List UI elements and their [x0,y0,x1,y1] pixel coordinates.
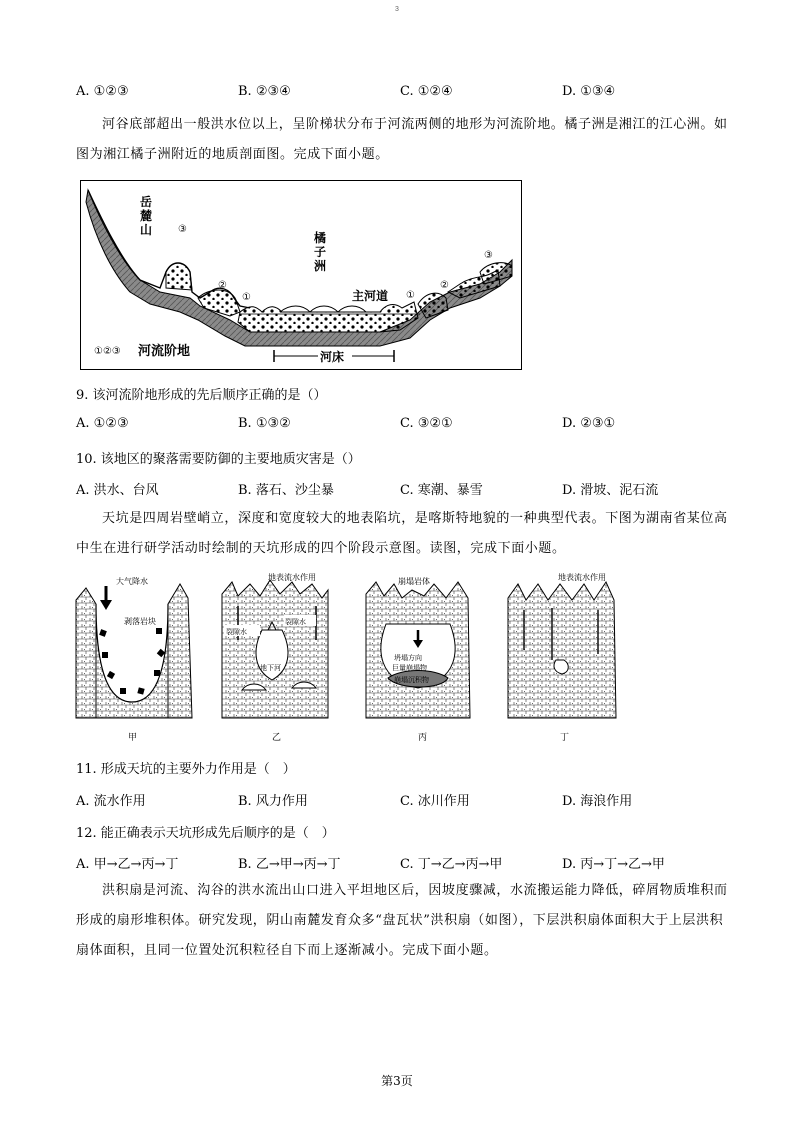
label-main-channel: 主河道 [352,289,389,303]
q11-option-a: A. 流水作用 [76,794,146,809]
q9-stem: 9. 该河流阶地形成的先后顺序正确的是（） [76,388,327,403]
label-mountain: 岳 [140,195,153,209]
panel-label-bing: 丙 [418,733,428,742]
panel-bing [366,576,470,742]
yi-river-label: 地下河 [260,664,281,672]
panel-yi [222,572,328,742]
label-left-3: ③ [178,224,187,235]
q10-option-a: A. 洪水、台风 [76,483,159,498]
q8-option-a: A. ①②③ [76,84,129,99]
intro-fan: 洪积扇是河流、沟谷的洪水流出山口进入平坦地区后，因坡度骤减，水流搬运能力降低，碎屑物质堆积而形成的扇形堆积体。研究发现，阴山南麓发育众多“盘瓦状”洪积扇（如图），下层洪积扇体面积大于上层洪积扇体面积，且同一位置处沉积粒径自下而上逐渐减小。完成下面小题。 [76,883,728,958]
label-left-1: ① [242,292,251,303]
panel-ding [508,572,616,742]
q11-option-b: B. 风力作用 [238,794,308,809]
page-mark: 3 [395,6,399,13]
label-right-1: ① [406,290,415,301]
svg-text:麓山: 麓山 [140,209,153,237]
q12-option-c: C. 丁→乙→丙→甲 [400,857,503,872]
svg-text:洲: 洲 [314,259,327,273]
q8-option-d: D. ①③④ [562,84,616,99]
q11-stem: 11. 形成天坑的主要外力作用是（ ） [76,762,296,777]
q12-option-d: D. 丙→丁→乙→甲 [562,857,665,872]
label-island: 橘 [314,231,327,245]
panel-label-jia: 甲 [128,733,138,742]
q10-option-b: B. 落石、沙尘暴 [238,483,334,498]
q12-option-a: A. 甲→乙→丙→丁 [76,857,179,872]
intro-terrace: 河谷底部超出一般洪水位以上，呈阶梯状分布于河流两侧的地形为河流阶地。橘子洲是湘江的江心洲。如图为湘江橘子洲附近的地质剖面图。完成下面小题。 [76,117,728,162]
bing-collapse-label: 崩塌岩体 [398,577,430,586]
q9-option-a: A. ①②③ [76,416,129,431]
ding-flow-label: 地表流水作用 [558,573,606,582]
q8-option-b: B. ②③④ [238,84,291,99]
label-right-2: ② [440,280,449,291]
panel-label-ding: 丁 [560,733,570,742]
bing-deposit-label: 崩塌沉积物 [394,676,429,684]
panel-label-yi: 乙 [272,733,282,742]
q9-option-d: D. ②③① [562,416,616,431]
jia-rain-label: 大气降水 [116,577,148,586]
q10-stem: 10. 该地区的聚落需要防御的主要地质灾害是（） [76,452,361,467]
label-right-3: ③ [484,250,493,261]
q11-option-d: D. 海浪作用 [562,794,633,809]
svg-text:子: 子 [314,245,327,259]
label-left-2: ② [218,280,227,291]
legend-text: 河流阶地 [138,344,191,359]
terrace-profile-figure [80,180,522,370]
q12-option-b: B. 乙→甲→丙→丁 [238,857,341,872]
jia-blocks-label: 剥落岩块 [124,617,156,626]
q12-stem: 12. 能正确表示天坑形成先后顺序的是（ ） [76,826,335,841]
intro-tiankeng: 天坑是四周岩壁峭立，深度和宽度较大的地表陷坑，是喀斯特地貌的一种典型代表。下图为湖南省某位高中生在进行研学活动时绘制的天坑形成的四个阶段示意图。读图，完成下面小题。 [76,511,728,556]
page-footer: 第3页 [381,1074,413,1088]
label-riverbed: 河床 [320,350,345,364]
q11-option-c: C. 冰川作用 [400,794,470,809]
bing-giant-label: 巨量崩塌物 [392,664,427,672]
legend-marks: ①②③ [94,346,121,357]
tiankeng-stages-figure [72,570,632,742]
yi-crack-left-label: 裂隙水 [226,628,247,636]
panel-jia [76,576,192,742]
q9-option-c: C. ③②① [400,416,453,431]
q10-option-c: C. 寒潮、暴雪 [400,483,483,498]
bing-direction-label: 坍塌方向 [394,654,422,662]
q9-option-b: B. ①③② [238,416,291,431]
q10-option-d: D. 滑坡、泥石流 [562,483,659,498]
yi-flow-label: 地表流水作用 [268,573,316,582]
q8-option-c: C. ①②④ [400,84,453,99]
yi-crack-right-label: 裂隙水 [285,618,306,626]
